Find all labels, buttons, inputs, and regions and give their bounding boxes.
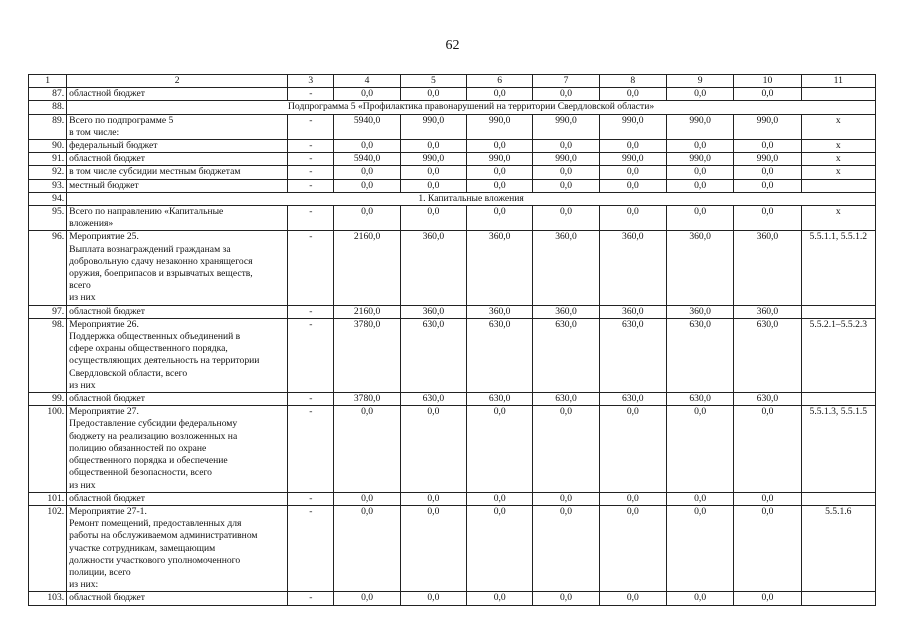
target-code: х bbox=[801, 206, 875, 231]
amount-cell: 0,0 bbox=[533, 179, 599, 192]
target-code: 5.5.1.6 bbox=[801, 505, 875, 591]
amount-cell: 0,0 bbox=[533, 406, 599, 492]
row-number: 92. bbox=[29, 166, 67, 179]
cell-col3: - bbox=[288, 492, 334, 505]
cell-col3: - bbox=[288, 179, 334, 192]
amount-cell: 0,0 bbox=[533, 592, 599, 605]
amount-cell: 0,0 bbox=[400, 406, 466, 492]
section-row bbox=[29, 192, 876, 205]
amount-cell: 630,0 bbox=[533, 318, 599, 392]
amount-cell: 0,0 bbox=[467, 166, 533, 179]
amount-cell: 0,0 bbox=[400, 505, 466, 591]
amount-cell: 0,0 bbox=[734, 88, 801, 101]
amount-cell: 360,0 bbox=[400, 231, 466, 305]
amount-cell: 990,0 bbox=[467, 153, 533, 166]
amount-cell: 630,0 bbox=[467, 318, 533, 392]
amount-cell: 0,0 bbox=[666, 206, 733, 231]
table-header-row bbox=[29, 75, 876, 88]
amount-cell: 0,0 bbox=[334, 592, 400, 605]
row-number: 91. bbox=[29, 153, 67, 166]
amount-cell: 0,0 bbox=[599, 88, 666, 101]
amount-cell: 0,0 bbox=[467, 406, 533, 492]
row-description: местный бюджет bbox=[67, 179, 288, 192]
amount-cell: 990,0 bbox=[533, 153, 599, 166]
target-code: х bbox=[801, 114, 875, 139]
amount-cell: 2160,0 bbox=[334, 231, 400, 305]
amount-cell: 0,0 bbox=[334, 179, 400, 192]
amount-cell: 0,0 bbox=[734, 166, 801, 179]
row-description: Мероприятие 25. Выплата вознаграждений гражданам за добровольную сдачу незаконно хранящегося оружия, боеприпасов и взрывчатых веществ, всего из них bbox=[67, 231, 288, 305]
target-code bbox=[801, 492, 875, 505]
amount-cell: 360,0 bbox=[599, 305, 666, 318]
amount-cell: 0,0 bbox=[400, 88, 466, 101]
cell-col3: - bbox=[288, 206, 334, 231]
amount-cell: 0,0 bbox=[533, 492, 599, 505]
header-cell: 2 bbox=[67, 75, 288, 88]
amount-cell: 0,0 bbox=[467, 505, 533, 591]
page-number: 62 bbox=[445, 38, 460, 53]
amount-cell: 360,0 bbox=[467, 305, 533, 318]
amount-cell: 990,0 bbox=[599, 153, 666, 166]
target-code: х bbox=[801, 153, 875, 166]
section-title: Подпрограмма 5 «Профилактика правонарушений на территории Свердловской области» bbox=[67, 101, 876, 114]
table-row bbox=[29, 305, 876, 318]
amount-cell: 0,0 bbox=[334, 492, 400, 505]
target-code: х bbox=[801, 140, 875, 153]
table-row bbox=[29, 231, 876, 305]
row-description: Мероприятие 26. Поддержка общественных объединений в сфере охраны общественного порядка, осуществляющих деятельность на территории Свердловской области, всего из них bbox=[67, 318, 288, 392]
row-description: областной бюджет bbox=[67, 492, 288, 505]
amount-cell: 2160,0 bbox=[334, 305, 400, 318]
row-description: в том числе субсидии местным бюджетам bbox=[67, 166, 288, 179]
amount-cell: 0,0 bbox=[666, 88, 733, 101]
row-number: 93. bbox=[29, 179, 67, 192]
amount-cell: 0,0 bbox=[666, 166, 733, 179]
amount-cell: 630,0 bbox=[599, 318, 666, 392]
header-cell: 8 bbox=[599, 75, 666, 88]
amount-cell: 0,0 bbox=[400, 166, 466, 179]
amount-cell: 990,0 bbox=[533, 114, 599, 139]
amount-cell: 990,0 bbox=[467, 114, 533, 139]
amount-cell: 990,0 bbox=[599, 114, 666, 139]
target-code bbox=[801, 592, 875, 605]
header-cell: 3 bbox=[288, 75, 334, 88]
table-row bbox=[29, 88, 876, 101]
amount-cell: 630,0 bbox=[734, 393, 801, 406]
amount-cell: 630,0 bbox=[599, 393, 666, 406]
cell-col3: - bbox=[288, 505, 334, 591]
cell-col3: - bbox=[288, 166, 334, 179]
amount-cell: 0,0 bbox=[400, 179, 466, 192]
row-number: 99. bbox=[29, 393, 67, 406]
target-code: 5.5.2.1–5.5.2.3 bbox=[801, 318, 875, 392]
amount-cell: 0,0 bbox=[599, 492, 666, 505]
amount-cell: 990,0 bbox=[400, 153, 466, 166]
amount-cell: 0,0 bbox=[334, 140, 400, 153]
cell-col3: - bbox=[288, 140, 334, 153]
target-code: 5.5.1.1, 5.5.1.2 bbox=[801, 231, 875, 305]
amount-cell: 0,0 bbox=[666, 592, 733, 605]
row-number: 95. bbox=[29, 206, 67, 231]
amount-cell: 3780,0 bbox=[334, 393, 400, 406]
row-number: 94. bbox=[29, 192, 67, 205]
amount-cell: 360,0 bbox=[533, 305, 599, 318]
amount-cell: 0,0 bbox=[334, 166, 400, 179]
amount-cell: 0,0 bbox=[734, 206, 801, 231]
amount-cell: 0,0 bbox=[599, 179, 666, 192]
amount-cell: 0,0 bbox=[599, 505, 666, 591]
amount-cell: 0,0 bbox=[666, 505, 733, 591]
table-body bbox=[29, 75, 876, 606]
table-row bbox=[29, 114, 876, 139]
amount-cell: 360,0 bbox=[734, 231, 801, 305]
row-number: 102. bbox=[29, 505, 67, 591]
header-cell: 5 bbox=[400, 75, 466, 88]
table-row bbox=[29, 492, 876, 505]
target-code: х bbox=[801, 166, 875, 179]
target-code bbox=[801, 179, 875, 192]
row-description: областной бюджет bbox=[67, 592, 288, 605]
amount-cell: 990,0 bbox=[734, 153, 801, 166]
amount-cell: 360,0 bbox=[599, 231, 666, 305]
table-row bbox=[29, 318, 876, 392]
table-row bbox=[29, 140, 876, 153]
amount-cell: 990,0 bbox=[400, 114, 466, 139]
row-description: федеральный бюджет bbox=[67, 140, 288, 153]
cell-col3: - bbox=[288, 592, 334, 605]
amount-cell: 0,0 bbox=[666, 179, 733, 192]
amount-cell: 0,0 bbox=[400, 206, 466, 231]
row-description: областной бюджет bbox=[67, 88, 288, 101]
table-row bbox=[29, 179, 876, 192]
target-code bbox=[801, 393, 875, 406]
amount-cell: 0,0 bbox=[533, 505, 599, 591]
amount-cell: 0,0 bbox=[400, 492, 466, 505]
amount-cell: 0,0 bbox=[734, 492, 801, 505]
cell-col3: - bbox=[288, 318, 334, 392]
header-cell: 7 bbox=[533, 75, 599, 88]
target-code bbox=[801, 88, 875, 101]
amount-cell: 630,0 bbox=[400, 393, 466, 406]
amount-cell: 0,0 bbox=[599, 592, 666, 605]
row-number: 90. bbox=[29, 140, 67, 153]
amount-cell: 360,0 bbox=[734, 305, 801, 318]
amount-cell: 360,0 bbox=[467, 231, 533, 305]
header-cell: 1 bbox=[29, 75, 67, 88]
amount-cell: 360,0 bbox=[400, 305, 466, 318]
header-cell: 4 bbox=[334, 75, 400, 88]
amount-cell: 0,0 bbox=[334, 505, 400, 591]
amount-cell: 630,0 bbox=[467, 393, 533, 406]
amount-cell: 990,0 bbox=[666, 153, 733, 166]
target-code: 5.5.1.3, 5.5.1.5 bbox=[801, 406, 875, 492]
row-number: 101. bbox=[29, 492, 67, 505]
header-cell: 10 bbox=[734, 75, 801, 88]
amount-cell: 0,0 bbox=[666, 140, 733, 153]
amount-cell: 0,0 bbox=[533, 206, 599, 231]
section-row bbox=[29, 101, 876, 114]
cell-col3: - bbox=[288, 114, 334, 139]
cell-col3: - bbox=[288, 305, 334, 318]
header-cell: 9 bbox=[666, 75, 733, 88]
header-cell: 11 bbox=[801, 75, 875, 88]
amount-cell: 0,0 bbox=[599, 406, 666, 492]
amount-cell: 0,0 bbox=[334, 406, 400, 492]
amount-cell: 630,0 bbox=[666, 318, 733, 392]
amount-cell: 360,0 bbox=[666, 231, 733, 305]
row-description: Мероприятие 27. Предоставление субсидии федеральному бюджету на реализацию возложенных на полицию обязанностей по охране общественного порядка и обеспечение общественной безопасности, всего из них bbox=[67, 406, 288, 492]
amount-cell: 630,0 bbox=[533, 393, 599, 406]
table-row bbox=[29, 393, 876, 406]
cell-col3: - bbox=[288, 88, 334, 101]
amount-cell: 0,0 bbox=[467, 88, 533, 101]
target-code bbox=[801, 305, 875, 318]
row-description: областной бюджет bbox=[67, 305, 288, 318]
header-cell: 6 bbox=[467, 75, 533, 88]
amount-cell: 990,0 bbox=[666, 114, 733, 139]
row-description: Мероприятие 27-1. Ремонт помещений, предоставленных для работы на обслуживаемом административном участке сотрудникам, замещающим должности участкового уполномоченного полиции, всего из них: bbox=[67, 505, 288, 591]
cell-col3: - bbox=[288, 231, 334, 305]
amount-cell: 0,0 bbox=[533, 88, 599, 101]
amount-cell: 630,0 bbox=[400, 318, 466, 392]
amount-cell: 0,0 bbox=[734, 406, 801, 492]
amount-cell: 0,0 bbox=[599, 140, 666, 153]
row-number: 87. bbox=[29, 88, 67, 101]
row-description: областной бюджет bbox=[67, 153, 288, 166]
row-number: 96. bbox=[29, 231, 67, 305]
amount-cell: 0,0 bbox=[734, 179, 801, 192]
section-title: 1. Капитальные вложения bbox=[67, 192, 876, 205]
amount-cell: 0,0 bbox=[334, 206, 400, 231]
table-row bbox=[29, 166, 876, 179]
cell-col3: - bbox=[288, 406, 334, 492]
row-number: 89. bbox=[29, 114, 67, 139]
cell-col3: - bbox=[288, 393, 334, 406]
amount-cell: 0,0 bbox=[467, 592, 533, 605]
table-row bbox=[29, 153, 876, 166]
amount-cell: 5940,0 bbox=[334, 114, 400, 139]
amount-cell: 0,0 bbox=[334, 88, 400, 101]
amount-cell: 0,0 bbox=[666, 406, 733, 492]
cell-col3: - bbox=[288, 153, 334, 166]
amount-cell: 0,0 bbox=[734, 592, 801, 605]
amount-cell: 360,0 bbox=[666, 305, 733, 318]
amount-cell: 5940,0 bbox=[334, 153, 400, 166]
amount-cell: 630,0 bbox=[734, 318, 801, 392]
amount-cell: 0,0 bbox=[734, 140, 801, 153]
table-row bbox=[29, 505, 876, 591]
amount-cell: 0,0 bbox=[400, 592, 466, 605]
row-description: Всего по подпрограмме 5 в том числе: bbox=[67, 114, 288, 139]
row-number: 97. bbox=[29, 305, 67, 318]
row-description: областной бюджет bbox=[67, 393, 288, 406]
amount-cell: 990,0 bbox=[734, 114, 801, 139]
amount-cell: 0,0 bbox=[599, 206, 666, 231]
row-number: 98. bbox=[29, 318, 67, 392]
amount-cell: 0,0 bbox=[599, 166, 666, 179]
amount-cell: 360,0 bbox=[533, 231, 599, 305]
amount-cell: 0,0 bbox=[467, 140, 533, 153]
row-number: 88. bbox=[29, 101, 67, 114]
budget-table bbox=[28, 74, 876, 606]
amount-cell: 0,0 bbox=[734, 505, 801, 591]
row-number: 100. bbox=[29, 406, 67, 492]
amount-cell: 0,0 bbox=[533, 166, 599, 179]
amount-cell: 0,0 bbox=[533, 140, 599, 153]
amount-cell: 0,0 bbox=[467, 206, 533, 231]
amount-cell: 0,0 bbox=[467, 179, 533, 192]
amount-cell: 630,0 bbox=[666, 393, 733, 406]
amount-cell: 0,0 bbox=[467, 492, 533, 505]
row-description: Всего по направлению «Капитальные вложения» bbox=[67, 206, 288, 231]
amount-cell: 3780,0 bbox=[334, 318, 400, 392]
amount-cell: 0,0 bbox=[666, 492, 733, 505]
table-row bbox=[29, 592, 876, 605]
table-row bbox=[29, 206, 876, 231]
table-row bbox=[29, 406, 876, 492]
amount-cell: 0,0 bbox=[400, 140, 466, 153]
row-number: 103. bbox=[29, 592, 67, 605]
